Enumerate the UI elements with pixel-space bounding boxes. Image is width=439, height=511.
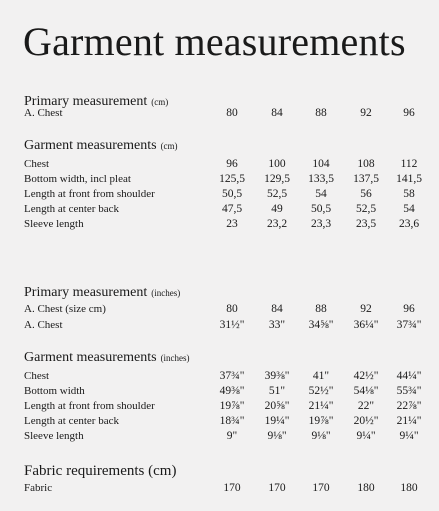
cell-value: 23,5 xyxy=(355,218,377,230)
cell-value: 52,5 xyxy=(266,188,288,200)
section-unit: (inches) xyxy=(151,288,181,298)
cell-value: 31½" xyxy=(219,319,245,331)
cell-value: 9¼" xyxy=(399,430,419,442)
cell-value: 9⅛" xyxy=(311,430,331,442)
cell-value: 23 xyxy=(226,218,238,230)
cell-value: 22" xyxy=(357,400,375,412)
cell-value: 104 xyxy=(312,158,330,170)
cell-value: 33" xyxy=(268,319,286,331)
cell-value: 20⅝" xyxy=(264,400,290,412)
cell-value: 170 xyxy=(223,482,241,494)
cell-value: 21¼" xyxy=(396,415,422,427)
section-unit: (inches) xyxy=(160,353,190,363)
cell-value: 80 xyxy=(226,107,238,119)
cell-value: 141,5 xyxy=(396,173,422,185)
table-row xyxy=(0,172,439,188)
cell-value: 37¾" xyxy=(219,370,245,382)
cell-value: 20½" xyxy=(353,415,379,427)
row-label: Length at center back xyxy=(24,415,119,427)
table-row xyxy=(0,157,439,173)
cell-value: 180 xyxy=(400,482,418,494)
table-row xyxy=(0,187,439,203)
cell-value: 88 xyxy=(315,303,327,315)
cell-value: 34⅝" xyxy=(308,319,334,331)
cell-value: 21¼" xyxy=(308,400,334,412)
table-row xyxy=(0,318,439,334)
row-label: Bottom width xyxy=(24,385,85,397)
cell-value: 52,5 xyxy=(355,203,377,215)
cell-value: 44¼" xyxy=(396,370,422,382)
cell-value: 88 xyxy=(315,107,327,119)
cell-value: 54 xyxy=(403,203,415,215)
table-row xyxy=(0,384,439,400)
cell-value: 129,5 xyxy=(264,173,290,185)
table-row xyxy=(0,429,439,445)
cell-value: 170 xyxy=(268,482,286,494)
section-heading: Fabric requirements (cm) xyxy=(24,463,177,479)
section-heading: Primary measurement xyxy=(24,94,148,109)
cell-value: 19¼" xyxy=(264,415,290,427)
cell-value: 51" xyxy=(268,385,286,397)
cell-value: 108 xyxy=(357,158,375,170)
cell-value: 37¾" xyxy=(396,319,422,331)
cell-value: 41" xyxy=(312,370,330,382)
cell-value: 9¼" xyxy=(356,430,376,442)
cell-value: 54⅛" xyxy=(353,385,379,397)
cell-value: 23,2 xyxy=(266,218,288,230)
row-label: A. Chest xyxy=(24,319,63,331)
cell-value: 55¾" xyxy=(396,385,422,397)
cell-value: 92 xyxy=(360,303,372,315)
row-label: A. Chest xyxy=(24,107,63,119)
metric-garment-heading xyxy=(24,136,178,154)
cell-value: 42½" xyxy=(353,370,379,382)
cell-value: 58 xyxy=(403,188,415,200)
cell-value: 80 xyxy=(226,303,238,315)
cell-value: 96 xyxy=(403,303,415,315)
page-title: Garment measurements xyxy=(23,19,406,64)
cell-value: 54 xyxy=(315,188,327,200)
cell-value: 92 xyxy=(360,107,372,119)
cell-value: 50,5 xyxy=(221,188,243,200)
cell-value: 52½" xyxy=(308,385,334,397)
section-heading: Garment measurements xyxy=(24,350,157,365)
cell-value: 9⅛" xyxy=(267,430,287,442)
imperial-garment-heading xyxy=(24,348,190,366)
cell-value: 84 xyxy=(271,107,283,119)
cell-value: 180 xyxy=(357,482,375,494)
cell-value: 18¾" xyxy=(219,415,245,427)
row-label: A. Chest (size cm) xyxy=(24,303,106,315)
table-row xyxy=(0,481,439,497)
cell-value: 137,5 xyxy=(353,173,379,185)
cell-value: 50,5 xyxy=(310,203,332,215)
cell-value: 112 xyxy=(400,158,418,170)
row-label: Sleeve length xyxy=(24,430,84,442)
cell-value: 96 xyxy=(226,158,238,170)
cell-value: 96 xyxy=(403,107,415,119)
row-label: Length at center back xyxy=(24,203,119,215)
cell-value: 19⅞" xyxy=(219,400,245,412)
section-unit: (cm) xyxy=(151,97,169,107)
row-label: Bottom width, incl pleat xyxy=(24,173,131,185)
row-label: Length at front from shoulder xyxy=(24,400,155,412)
cell-value: 100 xyxy=(268,158,286,170)
cell-value: 49⅜" xyxy=(219,385,245,397)
row-label: Chest xyxy=(24,158,50,170)
section-heading: Garment measurements xyxy=(24,138,157,153)
table-row xyxy=(0,302,439,318)
cell-value: 36¼" xyxy=(353,319,379,331)
table-row xyxy=(0,414,439,430)
row-label: Fabric xyxy=(24,482,53,494)
section-heading: Primary measurement xyxy=(24,285,148,300)
row-label: Chest xyxy=(24,370,50,382)
table-row xyxy=(0,369,439,385)
row-label: Sleeve length xyxy=(24,218,84,230)
imperial-primary-heading xyxy=(24,283,180,301)
cell-value: 23,6 xyxy=(398,218,420,230)
cell-value: 9" xyxy=(226,430,238,442)
table-row xyxy=(0,202,439,218)
cell-value: 84 xyxy=(271,303,283,315)
row-label: Length at front from shoulder xyxy=(24,188,155,200)
cell-value: 22⅞" xyxy=(396,400,422,412)
table-row xyxy=(0,399,439,415)
cell-value: 170 xyxy=(312,482,330,494)
cell-value: 39⅜" xyxy=(264,370,290,382)
cell-value: 23,3 xyxy=(310,218,332,230)
table-row xyxy=(0,106,439,122)
cell-value: 19⅞" xyxy=(308,415,334,427)
cell-value: 125,5 xyxy=(219,173,245,185)
cell-value: 56 xyxy=(360,188,372,200)
cell-value: 133,5 xyxy=(308,173,334,185)
cell-value: 49 xyxy=(271,203,283,215)
cell-value: 47,5 xyxy=(221,203,243,215)
table-row xyxy=(0,217,439,233)
section-unit: (cm) xyxy=(160,141,178,151)
fabric-heading xyxy=(24,462,176,480)
